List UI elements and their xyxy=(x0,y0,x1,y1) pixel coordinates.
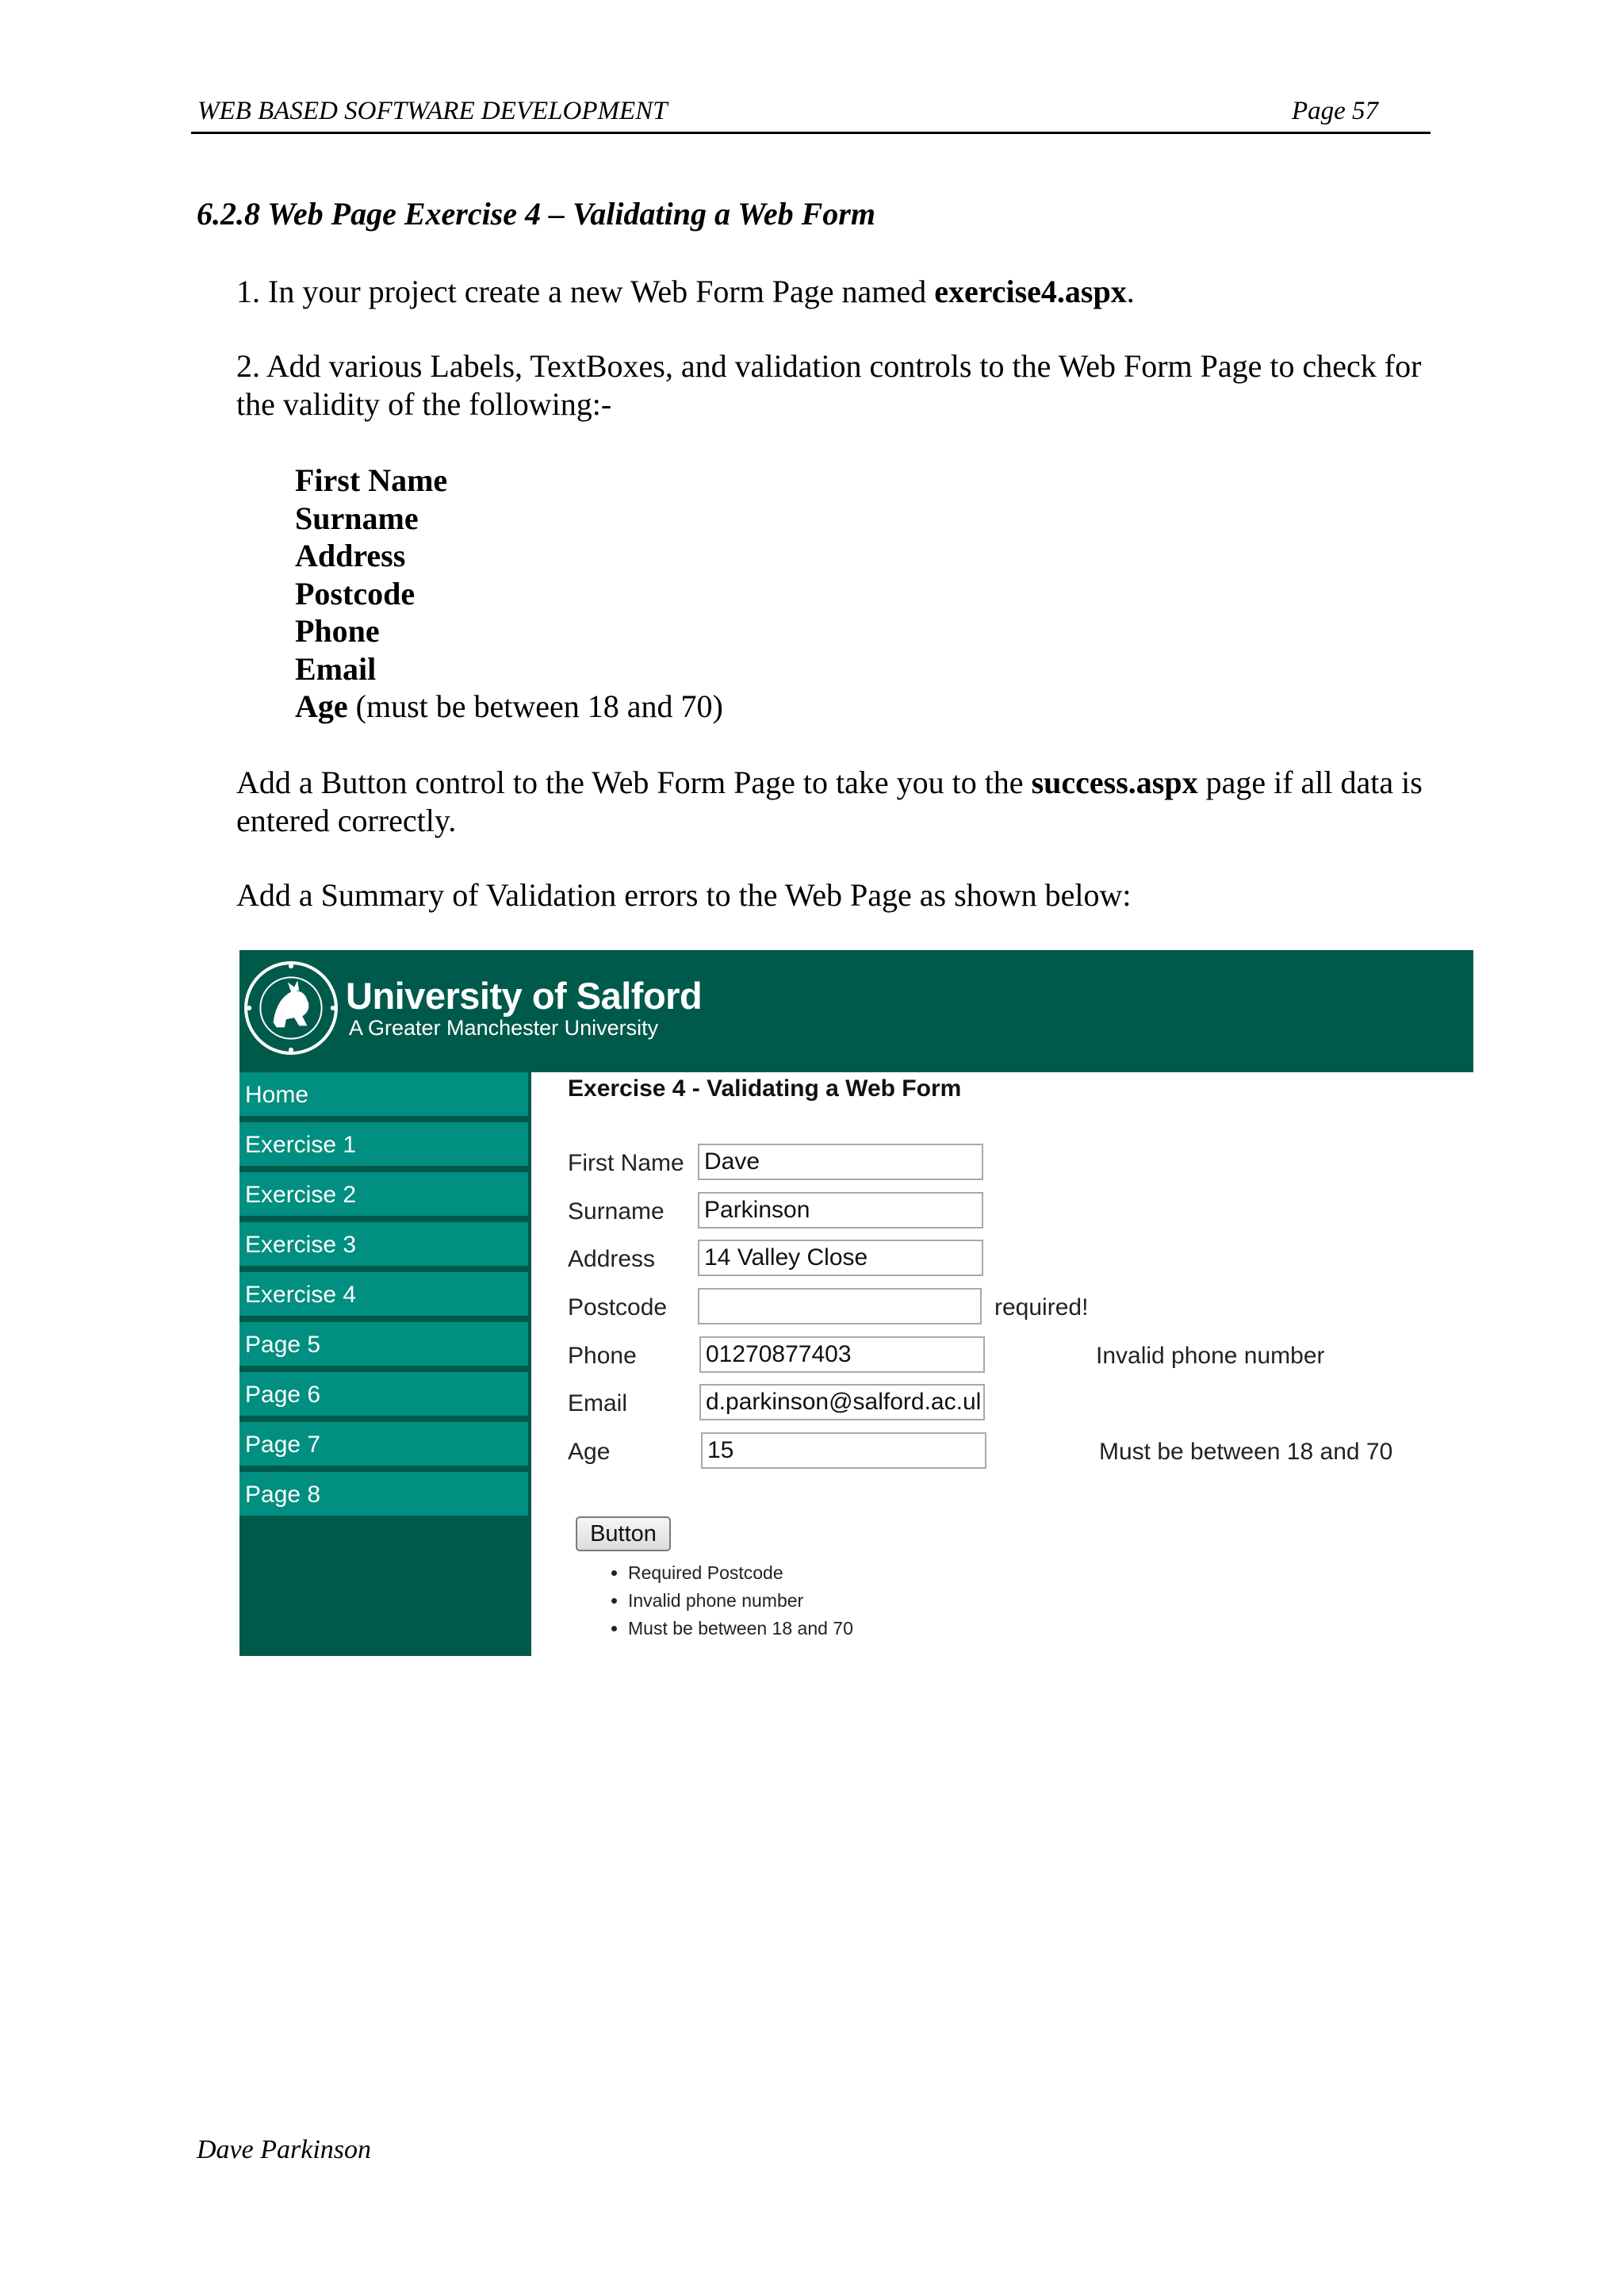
nav-item-page-6[interactable]: Page 6 xyxy=(239,1372,528,1418)
postcode-error: required! xyxy=(994,1294,1089,1320)
email-label: Email xyxy=(568,1390,628,1416)
field-item xyxy=(295,537,723,575)
step-1-filename: exercise4.aspx xyxy=(934,274,1127,309)
summary-item: • Must be between 18 and 70 xyxy=(628,1615,853,1642)
field-item xyxy=(295,500,723,538)
phone-error: Invalid phone number xyxy=(1096,1343,1325,1369)
validation-summary xyxy=(598,1559,853,1642)
field-label: First Name xyxy=(295,462,448,498)
paragraph-button-end: page if all data is entered correctly. xyxy=(236,765,1423,838)
paragraph-button xyxy=(236,764,1442,840)
first-name-input[interactable]: Dave xyxy=(698,1144,983,1180)
field-label: Surname xyxy=(295,500,419,536)
form-heading: Exercise 4 - Validating a Web Form xyxy=(568,1075,962,1102)
university-name: University of Salford xyxy=(346,975,703,1017)
page-number: Page 57 xyxy=(1291,97,1378,125)
age-label: Age xyxy=(568,1439,611,1465)
field-item xyxy=(295,575,723,613)
university-crest-icon xyxy=(243,960,339,1056)
page-footer: Dave Parkinson xyxy=(197,2135,372,2164)
step-2: 2. Add various Labels, TextBoxes, and validation controls to the Web Form Page to check for the validity of the following:- xyxy=(236,348,1422,422)
address-label: Address xyxy=(568,1246,656,1272)
success-page-name: success.aspx xyxy=(1031,765,1198,800)
page-header xyxy=(191,95,1431,134)
paragraph-button-text: Add a Button control to the Web Form Page to take you to the xyxy=(236,765,1032,800)
postcode-label: Postcode xyxy=(568,1294,668,1320)
nav-item-exercise-3[interactable]: Exercise 3 xyxy=(239,1222,528,1268)
age-input[interactable]: 15 xyxy=(701,1432,986,1469)
field-item xyxy=(295,462,723,500)
step-1 xyxy=(236,273,1135,311)
site-banner xyxy=(239,950,1473,1072)
field-item xyxy=(295,650,723,688)
field-label: Address xyxy=(295,538,406,573)
field-item xyxy=(295,688,723,726)
field-label: Age xyxy=(295,688,348,724)
nav-item-page-7[interactable]: Page 7 xyxy=(239,1422,528,1468)
submit-button[interactable]: Button xyxy=(576,1516,671,1551)
surname-input[interactable]: Parkinson xyxy=(698,1192,983,1228)
sidebar-nav xyxy=(239,1072,531,1656)
form-content xyxy=(531,1072,1473,1656)
email-input[interactable]: d.parkinson@salford.ac.ul xyxy=(699,1384,985,1420)
nav-item-exercise-4[interactable]: Exercise 4 xyxy=(239,1272,528,1318)
step-1-end: . xyxy=(1126,274,1135,309)
nav-item-page-5[interactable]: Page 5 xyxy=(239,1322,528,1368)
address-input[interactable]: 14 Valley Close xyxy=(698,1240,983,1276)
field-label: Email xyxy=(295,650,377,687)
field-note: (must be between 18 and 70) xyxy=(347,688,723,724)
step-1-text: 1. In your project create a new Web Form Page named xyxy=(236,274,935,309)
summary-item: • Invalid phone number xyxy=(628,1587,853,1615)
paragraph-summary: Add a Summary of Validation errors to the Web Page as shown below: xyxy=(236,877,1132,913)
age-error: Must be between 18 and 70 xyxy=(1099,1439,1393,1465)
field-item xyxy=(295,612,723,650)
section-title: 6.2.8 Web Page Exercise 4 – Validating a Web Form xyxy=(197,196,875,232)
field-label: Phone xyxy=(295,613,380,649)
first-name-label: First Name xyxy=(568,1150,684,1176)
summary-item: • Required Postcode xyxy=(628,1559,853,1587)
phone-input[interactable]: 01270877403 xyxy=(699,1336,985,1373)
phone-label: Phone xyxy=(568,1343,637,1369)
nav-item-page-8[interactable]: Page 8 xyxy=(239,1472,528,1518)
web-page-screenshot xyxy=(239,950,1473,1656)
nav-item-home[interactable]: Home xyxy=(239,1072,528,1118)
field-label: Postcode xyxy=(295,575,416,611)
postcode-input[interactable] xyxy=(698,1288,982,1324)
nav-item-exercise-1[interactable]: Exercise 1 xyxy=(239,1122,528,1168)
university-tagline: A Greater Manchester University xyxy=(349,1016,659,1040)
surname-label: Surname xyxy=(568,1198,665,1225)
field-list xyxy=(295,462,723,726)
nav-item-exercise-2[interactable]: Exercise 2 xyxy=(239,1172,528,1218)
header-title: WEB BASED SOFTWARE DEVELOPMENT xyxy=(197,97,668,125)
